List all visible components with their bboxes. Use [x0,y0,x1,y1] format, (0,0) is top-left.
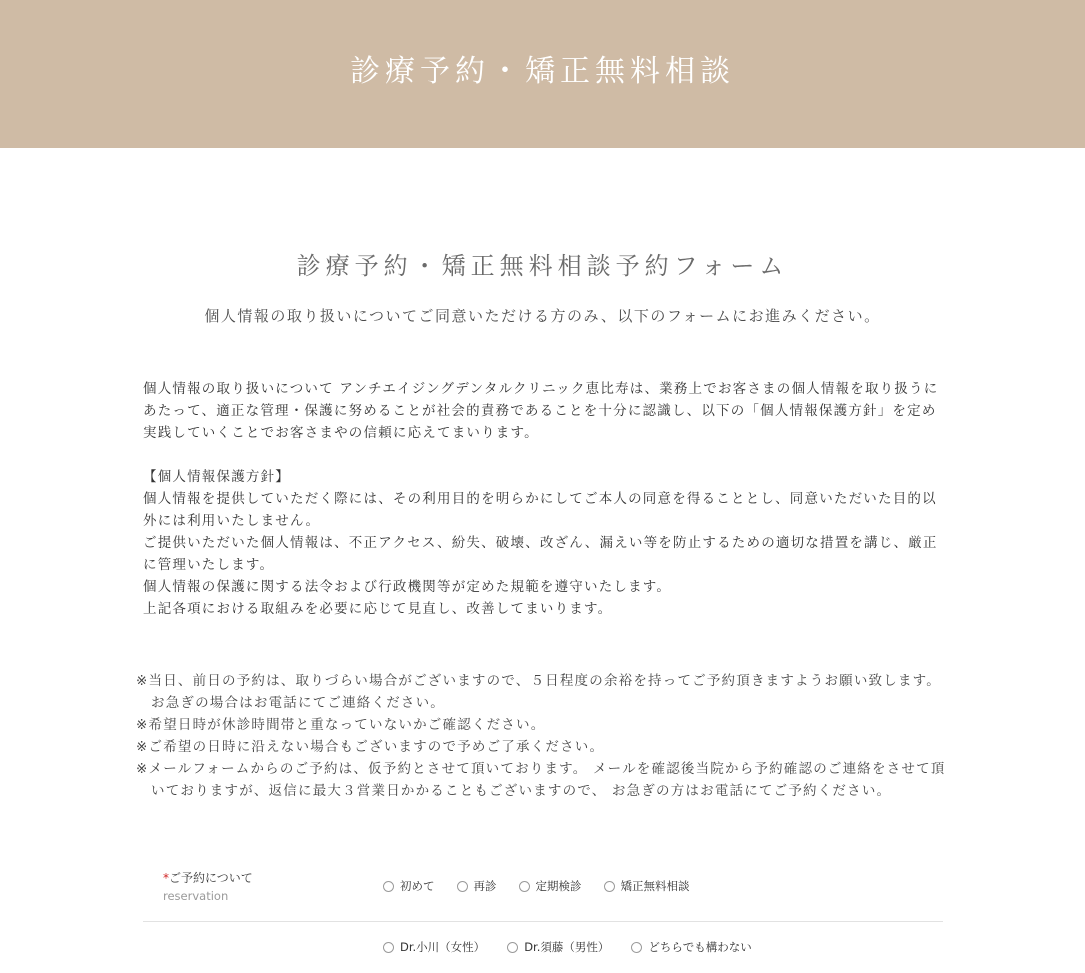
policy-item: 上記各項における取組みを必要に応じて見直し、改善してまいります。 [143,601,613,617]
radio-label: Dr.小川（女性） [400,940,486,954]
policy-item: 個人情報を提供していただく際には、その利用目的を明らかにしてご本人の同意を得ることとし、同意いただいた目的以外には利用いたしません。 [143,491,937,529]
policy-item: ご提供いただいた個人情報は、不正アクセス、紛失、破壊、改ざん、漏えい等を防止するための適切な措置を講じ、厳正に管理いたします。 [143,535,938,573]
note-item: ※希望日時が休診時間帯と重なっていないかご確認ください。 [136,717,546,733]
note-item: ※当日、前日の予約は、取りづらい場合がございますので、５日程度の余裕を持ってご予約頂きますようお願い致します。 お急ぎの場合はお電話にてご連絡ください。 [136,673,941,711]
policy-heading: 【個人情報保護方針】 [143,469,290,485]
note-item: ※ご希望の日時に沿えない場合もございますので予めご了承ください。 [136,739,605,755]
radio-ortho-consult[interactable] [604,878,690,894]
policy-intro: 個人情報の取り扱いについて アンチエイジングデンタルクリニック恵比寿は、業務上でお客さまの個人情報を取り扱うにあたって、適正な管理・保護に努めることが社会的責務であることを十分に認識し、以下の「個人情報保護方針」を定め実践していくことでお客さまやの信頼に応えてまいります。 [143,381,939,441]
radio-circle-icon[interactable] [457,881,468,892]
radio-label: 初めて [400,879,435,893]
radio-circle-icon[interactable] [604,881,615,892]
radio-label: 再診 [473,879,497,893]
reservation-type-sublabel: reservation [163,889,229,903]
form-subtitle: 個人情報の取り扱いについてご同意いただける方のみ、以下のフォームにお進みください。 [204,307,881,325]
form-title: 診療予約・矯正無料相談予約フォーム [296,252,789,280]
page-hero-banner [0,0,1085,148]
reservation-type-label-text: ご予約について [169,871,253,885]
radio-circle-icon[interactable] [507,942,518,953]
policy-spacer [143,444,947,466]
radio-label: どちらでも構わない [648,940,752,954]
radio-dr-ogawa[interactable] [383,939,485,955]
reservation-type-label [163,870,253,886]
radio-checkup[interactable] [519,878,582,894]
hero-title: 診療予約・矯正無料相談 [350,54,735,89]
radio-first-visit[interactable] [383,878,435,894]
doctor-preference-radio-group [383,939,774,955]
radio-revisit[interactable] [457,878,497,894]
radio-circle-icon[interactable] [519,881,530,892]
radio-circle-icon[interactable] [383,942,394,953]
radio-either-doctor[interactable] [631,939,751,955]
radio-circle-icon[interactable] [383,881,394,892]
reservation-type-row [143,864,943,922]
required-mark: * [163,871,169,885]
reservation-type-radio-group [383,878,712,894]
radio-dr-sudo[interactable] [507,939,609,955]
note-item: ※メールフォームからのご予約は、仮予約とさせて頂いております。 メールを確認後当院から予約確認のご連絡をさせて頂いておりますが、返信に最大３営業日かかることもございますので、 お急ぎの方はお電話にてご予約ください。 [136,761,946,799]
privacy-policy-block [143,378,947,620]
reservation-notes [136,670,952,802]
radio-label: Dr.須藤（男性） [524,940,610,954]
radio-label: 定期検診 [535,879,582,893]
policy-item: 個人情報の保護に関する法令および行政機関等が定めた規範を遵守いたします。 [143,579,672,595]
radio-circle-icon[interactable] [631,942,642,953]
doctor-preference-row [143,933,943,973]
radio-label: 矯正無料相談 [620,879,690,893]
